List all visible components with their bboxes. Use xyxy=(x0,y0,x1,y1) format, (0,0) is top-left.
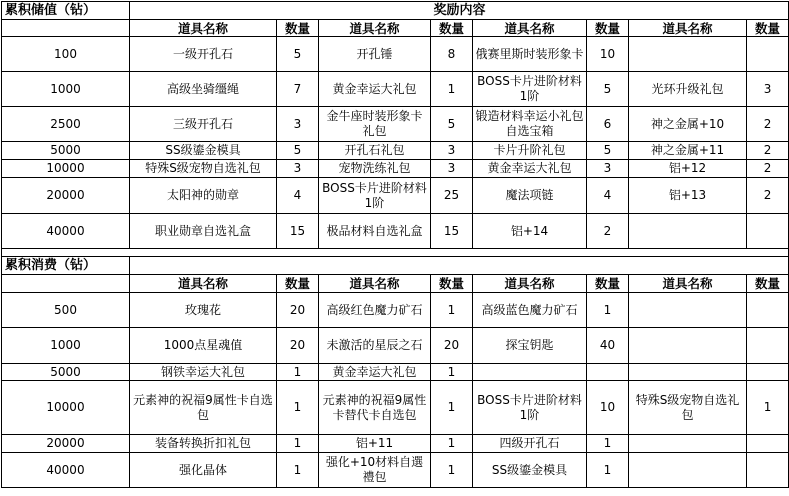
header-item-name: 道具名称 xyxy=(473,275,587,293)
table-row xyxy=(2,381,789,435)
item-quantity-cell: 1 xyxy=(587,293,629,328)
item-quantity-cell: 10 xyxy=(587,381,629,435)
item-name-cell: 钢铁幸运大礼包 xyxy=(130,364,277,381)
item-quantity-cell xyxy=(747,364,789,381)
section-title-recharge: 累积储值（钻） xyxy=(2,2,130,20)
item-name-cell: 四级开孔石 xyxy=(473,435,587,453)
threshold-amount: 20000 xyxy=(2,178,130,214)
item-quantity-cell xyxy=(747,214,789,249)
item-quantity-cell: 15 xyxy=(277,214,319,249)
item-quantity-cell: 25 xyxy=(431,178,473,214)
item-name-cell: 铝+11 xyxy=(319,435,431,453)
header-blank xyxy=(2,275,130,293)
item-quantity-cell: 3 xyxy=(431,142,473,160)
header-quantity: 数量 xyxy=(747,20,789,37)
item-quantity-cell: 20 xyxy=(277,293,319,328)
item-name-cell: SS级鎏金模具 xyxy=(473,453,587,488)
item-name-cell: 光环升级礼包 xyxy=(629,72,747,107)
item-quantity-cell: 5 xyxy=(277,37,319,72)
header-quantity: 数量 xyxy=(431,20,473,37)
threshold-amount: 500 xyxy=(2,293,130,328)
item-quantity-cell: 1 xyxy=(277,435,319,453)
item-name-cell: 元素神的祝福9属性卡自选包 xyxy=(130,381,277,435)
header-row xyxy=(2,20,789,37)
item-quantity-cell: 2 xyxy=(747,142,789,160)
item-quantity-cell: 4 xyxy=(277,178,319,214)
item-quantity-cell: 5 xyxy=(587,72,629,107)
table-row xyxy=(2,293,789,328)
item-quantity-cell xyxy=(747,37,789,72)
section-gap xyxy=(130,249,789,257)
table-row xyxy=(2,142,789,160)
item-name-cell: 俄赛里斯时装形象卡 xyxy=(473,37,587,72)
item-name-cell xyxy=(473,364,587,381)
item-quantity-cell: 3 xyxy=(587,160,629,178)
reward-content-title: 奖励内容 xyxy=(130,2,789,20)
table-row xyxy=(2,364,789,381)
section-title-consumption: 累积消费（钻） xyxy=(2,257,130,275)
item-name-cell: 极品材料自选礼盒 xyxy=(319,214,431,249)
item-name-cell: 探宝钥匙 xyxy=(473,328,587,364)
table-row xyxy=(2,160,789,178)
item-name-cell xyxy=(629,435,747,453)
header-item-name: 道具名称 xyxy=(629,275,747,293)
item-quantity-cell: 7 xyxy=(277,72,319,107)
threshold-amount: 2500 xyxy=(2,107,130,142)
section-title-filler xyxy=(130,257,789,275)
item-name-cell: 高级红色魔力矿石 xyxy=(319,293,431,328)
item-quantity-cell: 2 xyxy=(587,214,629,249)
item-name-cell: 特殊S级宠物自选礼包 xyxy=(130,160,277,178)
item-quantity-cell: 5 xyxy=(587,142,629,160)
item-quantity-cell: 1 xyxy=(431,364,473,381)
item-quantity-cell: 1 xyxy=(431,293,473,328)
item-name-cell: 装备转换折扣礼包 xyxy=(130,435,277,453)
item-quantity-cell: 1 xyxy=(431,381,473,435)
item-quantity-cell: 1 xyxy=(277,453,319,488)
item-quantity-cell: 1 xyxy=(587,435,629,453)
table-row xyxy=(2,328,789,364)
item-quantity-cell: 8 xyxy=(431,37,473,72)
section-gap xyxy=(2,249,130,257)
item-name-cell xyxy=(629,453,747,488)
item-name-cell: 金牛座时装形象卡礼包 xyxy=(319,107,431,142)
header-blank xyxy=(2,20,130,37)
item-quantity-cell: 1 xyxy=(431,435,473,453)
header-item-name: 道具名称 xyxy=(629,20,747,37)
header-item-name: 道具名称 xyxy=(130,20,277,37)
header-row xyxy=(2,275,789,293)
item-quantity-cell xyxy=(747,293,789,328)
item-quantity-cell: 1 xyxy=(431,453,473,488)
item-name-cell: 特殊S级宠物自选礼包 xyxy=(629,381,747,435)
item-name-cell: 黄金幸运大礼包 xyxy=(319,72,431,107)
item-name-cell: 铝+14 xyxy=(473,214,587,249)
threshold-amount: 40000 xyxy=(2,214,130,249)
rewards-table xyxy=(1,1,789,488)
item-name-cell: 神之金属+10 xyxy=(629,107,747,142)
item-quantity-cell: 1 xyxy=(747,381,789,435)
item-quantity-cell: 2 xyxy=(747,107,789,142)
item-name-cell: 铝+13 xyxy=(629,178,747,214)
item-quantity-cell: 1 xyxy=(587,453,629,488)
item-name-cell: 卡片升阶礼包 xyxy=(473,142,587,160)
threshold-amount: 10000 xyxy=(2,160,130,178)
item-name-cell: BOSS卡片进阶材料1阶 xyxy=(473,381,587,435)
item-name-cell: 宠物洗练礼包 xyxy=(319,160,431,178)
item-quantity-cell: 3 xyxy=(277,107,319,142)
table-row xyxy=(2,107,789,142)
item-quantity-cell: 1 xyxy=(431,72,473,107)
item-quantity-cell: 40 xyxy=(587,328,629,364)
table-row xyxy=(2,37,789,72)
header-quantity: 数量 xyxy=(431,275,473,293)
header-item-name: 道具名称 xyxy=(473,20,587,37)
threshold-amount: 40000 xyxy=(2,453,130,488)
item-quantity-cell: 6 xyxy=(587,107,629,142)
item-name-cell: 强化晶体 xyxy=(130,453,277,488)
item-name-cell xyxy=(629,214,747,249)
threshold-amount: 100 xyxy=(2,37,130,72)
item-name-cell: 未激活的星辰之石 xyxy=(319,328,431,364)
item-name-cell xyxy=(629,364,747,381)
item-quantity-cell xyxy=(747,328,789,364)
item-name-cell: 黄金幸运大礼包 xyxy=(473,160,587,178)
item-quantity-cell: 1 xyxy=(277,364,319,381)
item-name-cell: 神之金属+11 xyxy=(629,142,747,160)
item-name-cell: 黄金幸运大礼包 xyxy=(319,364,431,381)
item-quantity-cell: 3 xyxy=(431,160,473,178)
header-quantity: 数量 xyxy=(277,275,319,293)
item-quantity-cell: 2 xyxy=(747,178,789,214)
item-name-cell: 玫瑰花 xyxy=(130,293,277,328)
item-quantity-cell: 20 xyxy=(277,328,319,364)
item-name-cell xyxy=(629,293,747,328)
item-name-cell: 元素神的祝福9属性卡替代卡自选包 xyxy=(319,381,431,435)
item-name-cell xyxy=(629,328,747,364)
threshold-amount: 5000 xyxy=(2,142,130,160)
item-quantity-cell: 15 xyxy=(431,214,473,249)
header-quantity: 数量 xyxy=(277,20,319,37)
item-quantity-cell: 5 xyxy=(277,142,319,160)
item-name-cell: 开孔锤 xyxy=(319,37,431,72)
item-name-cell: 一级开孔石 xyxy=(130,37,277,72)
item-quantity-cell xyxy=(747,453,789,488)
threshold-amount: 1000 xyxy=(2,328,130,364)
item-quantity-cell xyxy=(587,364,629,381)
item-name-cell: 高级蓝色魔力矿石 xyxy=(473,293,587,328)
threshold-amount: 1000 xyxy=(2,72,130,107)
item-name-cell: BOSS卡片进阶材料1阶 xyxy=(473,72,587,107)
item-quantity-cell: 3 xyxy=(277,160,319,178)
item-name-cell: BOSS卡片进阶材料1阶 xyxy=(319,178,431,214)
item-name-cell: SS级鎏金模具 xyxy=(130,142,277,160)
table-row xyxy=(2,178,789,214)
table-row xyxy=(2,72,789,107)
item-name-cell: 职业勋章自选礼盒 xyxy=(130,214,277,249)
item-quantity-cell: 20 xyxy=(431,328,473,364)
header-item-name: 道具名称 xyxy=(319,20,431,37)
item-name-cell: 开孔石礼包 xyxy=(319,142,431,160)
header-quantity: 数量 xyxy=(747,275,789,293)
table-row xyxy=(2,214,789,249)
header-item-name: 道具名称 xyxy=(319,275,431,293)
item-name-cell: 锻造材料幸运小礼包自选宝箱 xyxy=(473,107,587,142)
item-name-cell: 强化+10材料自選禮包 xyxy=(319,453,431,488)
item-name-cell xyxy=(629,37,747,72)
threshold-amount: 5000 xyxy=(2,364,130,381)
item-quantity-cell: 3 xyxy=(747,72,789,107)
item-name-cell: 太阳神的勋章 xyxy=(130,178,277,214)
item-name-cell: 铝+12 xyxy=(629,160,747,178)
header-quantity: 数量 xyxy=(587,275,629,293)
item-name-cell: 三级开孔石 xyxy=(130,107,277,142)
item-name-cell: 魔法项链 xyxy=(473,178,587,214)
item-quantity-cell xyxy=(747,435,789,453)
table-row xyxy=(2,453,789,488)
header-item-name: 道具名称 xyxy=(130,275,277,293)
threshold-amount: 20000 xyxy=(2,435,130,453)
table-row xyxy=(2,435,789,453)
item-quantity-cell: 10 xyxy=(587,37,629,72)
item-name-cell: 高级坐骑缰绳 xyxy=(130,72,277,107)
item-quantity-cell: 4 xyxy=(587,178,629,214)
threshold-amount: 10000 xyxy=(2,381,130,435)
item-name-cell: 1000点星魂值 xyxy=(130,328,277,364)
item-quantity-cell: 1 xyxy=(277,381,319,435)
header-quantity: 数量 xyxy=(587,20,629,37)
item-quantity-cell: 5 xyxy=(431,107,473,142)
item-quantity-cell: 2 xyxy=(747,160,789,178)
